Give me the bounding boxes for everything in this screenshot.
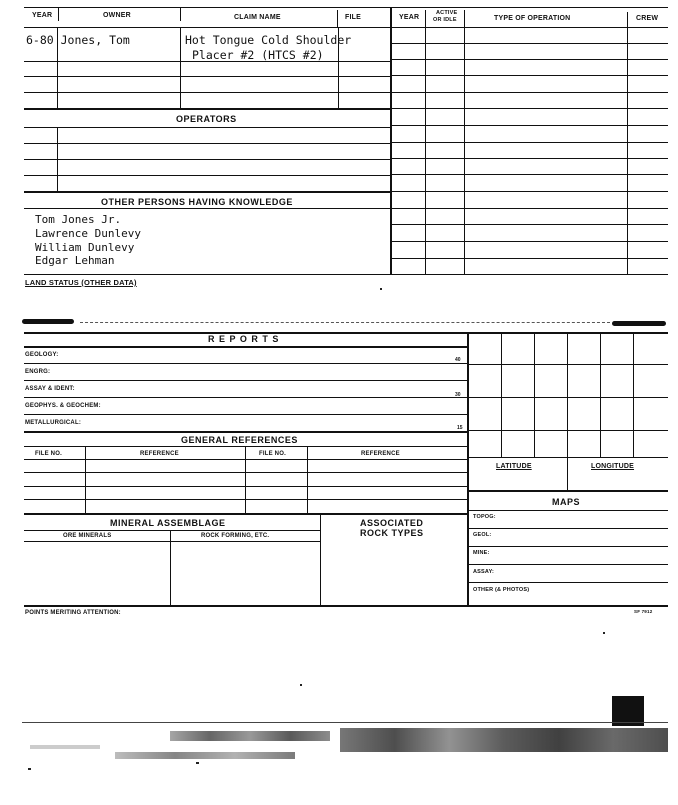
map-row-label: OTHER (& PHOTOS) [473, 587, 530, 593]
row-line [24, 414, 468, 415]
header-type-of-operation: TYPE OF OPERATION [494, 15, 571, 22]
reports-top-border [24, 332, 668, 334]
row-line [24, 380, 468, 381]
row-line [24, 499, 468, 500]
row-line [24, 76, 390, 77]
knowledge-person: William Dunlevy [35, 241, 135, 254]
maps-top-line [468, 490, 668, 492]
header-divider [58, 7, 59, 21]
longitude-label: LONGITUDE [591, 463, 635, 470]
reports-title-line [24, 346, 468, 348]
col-line [320, 513, 321, 606]
knowledge-person: Lawrence Dunlevy [35, 227, 141, 240]
lat-long-divider [567, 457, 568, 490]
grid-line [567, 332, 568, 457]
col-line-type [464, 27, 465, 275]
map-row-label: TOPOG: [473, 514, 496, 520]
grid-line [468, 364, 668, 365]
right-row-line [391, 224, 668, 225]
row-line [24, 446, 468, 447]
row-line [468, 546, 668, 547]
header-divider [425, 10, 426, 27]
right-row-line [391, 125, 668, 126]
grid-line [633, 332, 634, 457]
header-bottom-line [24, 27, 668, 28]
gr-header-reference: REFERENCE [140, 451, 179, 457]
gr-header-file-no-2: FILE NO. [259, 451, 286, 457]
row-line [24, 159, 390, 160]
row-line [24, 191, 390, 193]
scan-speck [196, 762, 199, 764]
row-line [24, 92, 390, 93]
maps-title-line [468, 510, 668, 511]
knowledge-title: OTHER PERSONS HAVING KNOWLEDGE [101, 197, 293, 207]
right-row-line [391, 241, 668, 242]
col-line [307, 446, 308, 513]
maps-title: MAPS [552, 497, 581, 507]
scan-speck [300, 684, 302, 686]
row-line [24, 541, 320, 542]
grid-line [600, 332, 601, 457]
associated-title: ASSOCIATED [360, 518, 424, 528]
ore-minerals-header: ORE MINERALS [63, 533, 112, 539]
header-owner: OWNER [103, 12, 131, 19]
header-year-2: YEAR [399, 14, 420, 21]
header-active: ACTIVE [436, 10, 458, 16]
row-line [24, 127, 390, 128]
right-row-line [391, 191, 668, 192]
scan-mark [22, 319, 74, 324]
scan-noise [340, 728, 668, 752]
scan-speck [603, 632, 605, 634]
header-divider [627, 12, 628, 27]
row-line [468, 528, 668, 529]
map-row-label: GEOL: [473, 532, 492, 538]
col-line [245, 446, 246, 513]
grid-line [468, 430, 668, 431]
right-row-line [391, 208, 668, 209]
row-line [468, 582, 668, 583]
right-row-line [391, 59, 668, 60]
top-bottom-line [24, 274, 668, 275]
row-line [24, 513, 468, 515]
section-bottom-line [24, 605, 668, 607]
row-line [24, 397, 468, 398]
report-row-label: ENGRG: [25, 369, 51, 375]
scan-speck [28, 768, 31, 770]
operators-title: OPERATORS [176, 114, 237, 124]
top-border [24, 7, 668, 8]
col-line-active [425, 27, 426, 275]
reports-title: R E P O R T S [208, 334, 280, 344]
gr-header-file-no: FILE NO. [35, 451, 62, 457]
right-row-line [391, 43, 668, 44]
header-divider [337, 10, 338, 27]
row-line [24, 363, 468, 364]
report-row-label: METALLURGICAL: [25, 420, 82, 426]
right-row-line [391, 174, 668, 175]
header-divider [464, 10, 465, 27]
scan-noise [115, 752, 295, 759]
report-row-number: 40 [455, 357, 461, 363]
right-row-line [391, 75, 668, 76]
row-line [468, 564, 668, 565]
right-row-line [391, 142, 668, 143]
report-row-label: GEOLOGY: [25, 352, 59, 358]
knowledge-person: Edgar Lehman [35, 254, 115, 267]
col-line [85, 446, 86, 513]
row-line [24, 208, 390, 209]
form-number: SF 7912 [634, 609, 653, 614]
owner-entry: 6-80 Jones, Tom [26, 33, 130, 47]
header-divider [180, 7, 181, 21]
map-row-label: MINE: [473, 550, 490, 556]
claim-name-line-1: Hot Tongue Cold Shoulder [185, 33, 352, 47]
right-row-line [391, 108, 668, 109]
row-line [24, 472, 468, 473]
header-file: FILE [345, 14, 361, 21]
col-line-owner [180, 27, 181, 108]
row-line [24, 431, 468, 433]
knowledge-person: Tom Jones Jr. [35, 213, 122, 226]
report-row-number: 15 [457, 425, 463, 431]
scan-line [22, 722, 668, 723]
scan-dashed-line [80, 322, 610, 323]
mineral-assemblage-title: MINERAL ASSEMBLAGE [110, 518, 226, 528]
col-line-crew [627, 27, 628, 275]
points-meriting-attention-label: POINTS MERITING ATTENTION: [25, 610, 121, 616]
row-line [24, 486, 468, 487]
grid-line [468, 397, 668, 398]
row-line [24, 530, 320, 531]
right-row-line [391, 158, 668, 159]
grid-line [468, 457, 668, 458]
grid-line [501, 332, 502, 457]
report-row-number: 30 [455, 392, 461, 398]
scan-noise [30, 745, 100, 749]
right-row-line [391, 258, 668, 259]
header-crew: CREW [636, 15, 659, 22]
row-line [24, 143, 390, 144]
row-line [24, 459, 468, 460]
header-or-idle: OR IDLE [433, 17, 457, 23]
general-references-title: GENERAL REFERENCES [181, 435, 298, 445]
row-line [24, 175, 390, 176]
land-status-label: LAND STATUS (OTHER DATA) [25, 278, 137, 287]
report-row-label: GEOPHYS. & GEOCHEM: [25, 403, 101, 409]
latitude-label: LATITUDE [496, 463, 532, 470]
map-row-label: ASSAY: [473, 569, 495, 575]
grid-line [534, 332, 535, 457]
report-row-label: ASSAY & IDENT: [25, 386, 75, 392]
header-year: YEAR [32, 12, 53, 19]
scan-mark [612, 321, 666, 326]
right-row-line [391, 92, 668, 93]
claim-name-line-2: Placer #2 (HTCS #2) [192, 48, 324, 62]
gr-header-reference-2: REFERENCE [361, 451, 400, 457]
rock-forming-header: ROCK FORMING, ETC. [201, 533, 270, 539]
row-line [24, 108, 390, 110]
center-divider [390, 7, 392, 275]
scan-speck [380, 288, 382, 290]
header-claim-name: CLAIM NAME [234, 14, 281, 21]
scan-noise [170, 731, 330, 741]
rock-types-title: ROCK TYPES [360, 528, 424, 538]
